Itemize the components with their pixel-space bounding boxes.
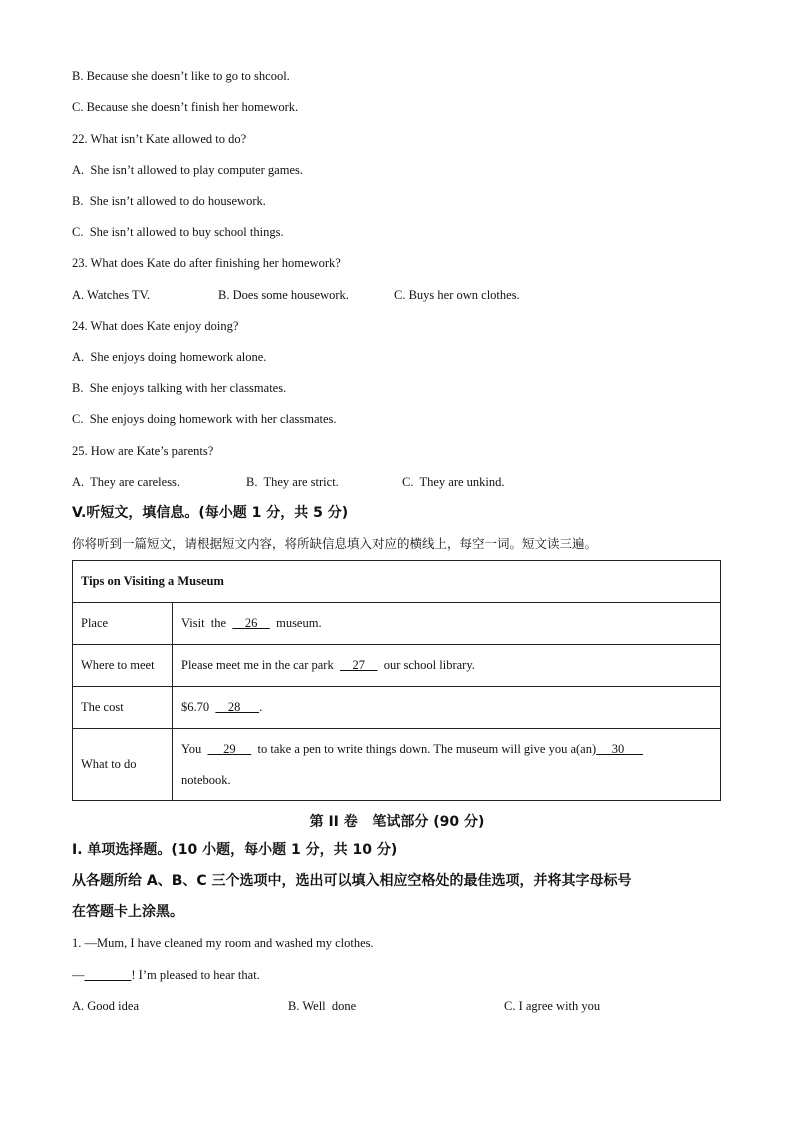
row-key: Where to meet xyxy=(73,645,173,687)
table-row xyxy=(73,729,721,801)
row-value: $6.70 28 . xyxy=(173,687,721,729)
table-row xyxy=(73,645,721,687)
q1-answer-blank[interactable] xyxy=(85,968,132,982)
q1-line1: 1. —Mum, I have cleaned my room and washed my clothes. xyxy=(72,936,374,950)
table-title-row xyxy=(73,561,721,603)
row-key: Place xyxy=(73,603,173,645)
q24-option-c: C. She enjoys doing homework with her classmates. xyxy=(72,412,337,426)
section1-heading: I. 单项选择题。(10 小题，每小题 1 分，共 10 分) xyxy=(72,842,398,858)
q22-option-b: B. She isn’t allowed to do housework. xyxy=(72,194,266,208)
q25-question: 25. How are Kate’s parents? xyxy=(72,444,214,458)
q24-question: 24. What does Kate enjoy doing? xyxy=(72,319,239,333)
section5-instruction: 你将听到一篇短文，请根据短文内容，将所缺信息填入对应的横线上，每空一词。短文读三遍。 xyxy=(72,536,598,551)
table-row xyxy=(73,603,721,645)
q23-option-a: A. Watches TV. xyxy=(72,288,151,302)
row-value: You 29 to take a pen to write things down. The museum will give you a(an) 30 notebook. xyxy=(173,729,721,801)
answer-blank-28[interactable]: 28 xyxy=(215,700,260,714)
q24-option-b: B. She enjoys talking with her classmates. xyxy=(72,381,287,395)
row-key: The cost xyxy=(73,687,173,729)
q21-option-b: B. Because she doesn’t like to go to shcool. xyxy=(72,69,290,83)
q23-question: 23. What does Kate do after finishing her homework? xyxy=(72,256,341,270)
row-key: What to do xyxy=(73,729,173,801)
q1-line2: — ! I’m pleased to hear that. xyxy=(72,968,260,982)
answer-blank-26[interactable]: 26 xyxy=(232,616,270,630)
answer-blank-27[interactable]: 27 xyxy=(339,658,378,672)
section5-heading: V.听短文，填信息。(每小题 1 分，共 5 分) xyxy=(72,505,349,521)
row-value: Visit the 26 museum. xyxy=(173,603,721,645)
museum-tips-table xyxy=(72,560,721,801)
q25-option-a: A. They are careless. xyxy=(72,475,181,489)
q1-option-c: C. I agree with you xyxy=(504,999,601,1013)
q21-option-c: C. Because she doesn’t finish her homework. xyxy=(72,100,299,114)
section1-instruction-line1: 从各题所给 A、B、C 三个选项中，选出可以填入相应空格处的最佳选项，并将其字母标号 xyxy=(72,873,632,889)
q22-question: 22. What isn’t Kate allowed to do? xyxy=(72,132,247,146)
q1-option-a: A. Good idea xyxy=(72,999,139,1013)
answer-blank-30[interactable]: 30 xyxy=(596,741,643,756)
q24-option-a: A. She enjoys doing homework alone. xyxy=(72,350,267,364)
answer-blank-29[interactable]: 29 xyxy=(207,741,252,756)
q25-option-c: C. They are unkind. xyxy=(402,475,505,489)
table-row xyxy=(73,687,721,729)
q1-option-b: B. Well done xyxy=(288,999,357,1013)
q22-option-c: C. She isn’t allowed to buy school things. xyxy=(72,225,284,239)
row-value: Please meet me in the car park 27 our school library. xyxy=(173,645,721,687)
q23-option-c: C. Buys her own clothes. xyxy=(394,288,520,302)
section1-instruction-line2: 在答题卡上涂黑。 xyxy=(72,904,184,920)
part2-title: 第 II 卷 笔试部分 (90 分) xyxy=(309,814,485,830)
table-title: Tips on Visiting a Museum xyxy=(73,561,721,603)
q22-option-a: A. She isn’t allowed to play computer games. xyxy=(72,163,303,177)
q23-option-b: B. Does some housework. xyxy=(218,288,349,302)
q25-option-b: B. They are strict. xyxy=(246,475,339,489)
